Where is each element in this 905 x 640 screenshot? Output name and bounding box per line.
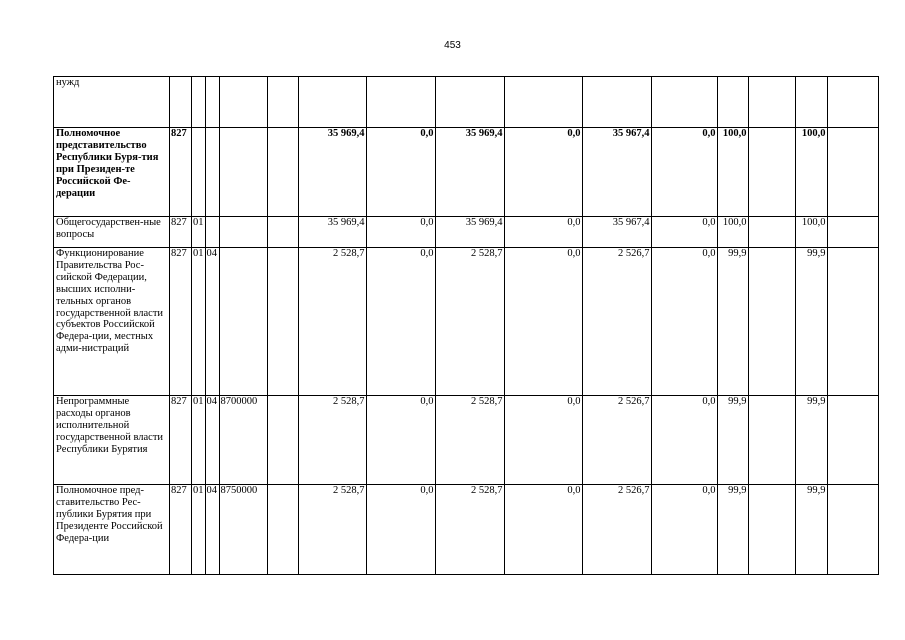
expense-type-code — [267, 248, 298, 396]
subsection-code: 04 — [205, 485, 219, 575]
expense-type-code — [267, 128, 298, 217]
approved-total: 2 528,7 — [298, 485, 366, 575]
planned-subventions: 0,0 — [504, 485, 582, 575]
target-article-code — [219, 77, 267, 128]
budget-table — [53, 76, 879, 575]
target-article-code — [219, 217, 267, 248]
approved-subventions: 0,0 — [366, 128, 435, 217]
executed-subventions: 0,0 — [651, 485, 717, 575]
section-code: 01 — [192, 485, 206, 575]
percent-plan: 99,9 — [795, 485, 827, 575]
percent-plan: 100,0 — [795, 128, 827, 217]
approved-total: 2 528,7 — [298, 396, 366, 485]
admin-code: 827 — [170, 128, 192, 217]
executed-total — [582, 77, 651, 128]
table-row — [54, 248, 879, 396]
percent-plan: 99,9 — [795, 396, 827, 485]
row-name: Полномочное представительство Республики Буря-тия при Президен-те Российской Фе-дерации — [54, 128, 170, 217]
approved-subventions — [366, 77, 435, 128]
executed-subventions: 0,0 — [651, 248, 717, 396]
section-code: 01 — [192, 217, 206, 248]
table-row — [54, 485, 879, 575]
section-code — [192, 77, 206, 128]
percent-total: 99,9 — [717, 485, 748, 575]
planned-total: 2 528,7 — [435, 396, 504, 485]
expense-type-code — [267, 217, 298, 248]
last-cell — [827, 396, 878, 485]
subsection-code: 04 — [205, 396, 219, 485]
approved-subventions: 0,0 — [366, 396, 435, 485]
planned-total: 2 528,7 — [435, 485, 504, 575]
approved-total: 2 528,7 — [298, 248, 366, 396]
planned-subventions: 0,0 — [504, 396, 582, 485]
target-article-code — [219, 128, 267, 217]
planned-total: 35 969,4 — [435, 128, 504, 217]
approved-subventions: 0,0 — [366, 248, 435, 396]
executed-total: 35 967,4 — [582, 217, 651, 248]
percent-total: 99,9 — [717, 248, 748, 396]
executed-subventions: 0,0 — [651, 396, 717, 485]
admin-code: 827 — [170, 248, 192, 396]
spacer-cell — [748, 77, 795, 128]
executed-total: 2 526,7 — [582, 485, 651, 575]
planned-total: 2 528,7 — [435, 248, 504, 396]
executed-total: 2 526,7 — [582, 396, 651, 485]
planned-subventions — [504, 77, 582, 128]
percent-total: 100,0 — [717, 217, 748, 248]
section-code: 01 — [192, 396, 206, 485]
row-name: нужд — [54, 77, 170, 128]
executed-total: 2 526,7 — [582, 248, 651, 396]
subsection-code — [205, 217, 219, 248]
row-name: Полномочное пред-ставительство Рес-публики Бурятия при Президенте Российской Федера-ции — [54, 485, 170, 575]
target-article-code: 8750000 — [219, 485, 267, 575]
last-cell — [827, 485, 878, 575]
row-name: Общегосударствен-ные вопросы — [54, 217, 170, 248]
target-article-code: 8700000 — [219, 396, 267, 485]
planned-subventions: 0,0 — [504, 128, 582, 217]
spacer-cell — [748, 248, 795, 396]
percent-total — [717, 77, 748, 128]
last-cell — [827, 77, 878, 128]
percent-plan: 100,0 — [795, 217, 827, 248]
approved-subventions: 0,0 — [366, 217, 435, 248]
percent-total: 100,0 — [717, 128, 748, 217]
table-row — [54, 217, 879, 248]
approved-total — [298, 77, 366, 128]
page-number: 453 — [444, 40, 461, 51]
row-name: Функционирование Правительства Рос-сийской Федерации, высших исполни-тельных органов государственной власти субъектов Российской Федера-ции, местных адми-нистраций — [54, 248, 170, 396]
admin-code: 827 — [170, 217, 192, 248]
approved-subventions: 0,0 — [366, 485, 435, 575]
subsection-code — [205, 77, 219, 128]
subsection-code — [205, 128, 219, 217]
table-row — [54, 128, 879, 217]
planned-subventions: 0,0 — [504, 248, 582, 396]
spacer-cell — [748, 128, 795, 217]
approved-total: 35 969,4 — [298, 128, 366, 217]
percent-plan: 99,9 — [795, 248, 827, 396]
expense-type-code — [267, 396, 298, 485]
table-row — [54, 77, 879, 128]
executed-subventions — [651, 77, 717, 128]
approved-total: 35 969,4 — [298, 217, 366, 248]
last-cell — [827, 128, 878, 217]
subsection-code: 04 — [205, 248, 219, 396]
executed-subventions: 0,0 — [651, 217, 717, 248]
expense-type-code — [267, 485, 298, 575]
spacer-cell — [748, 485, 795, 575]
last-cell — [827, 217, 878, 248]
spacer-cell — [748, 396, 795, 485]
table-row — [54, 396, 879, 485]
row-name: Непрограммные расходы органов исполнительной государственной власти Республики Бурятия — [54, 396, 170, 485]
last-cell — [827, 248, 878, 396]
target-article-code — [219, 248, 267, 396]
planned-subventions: 0,0 — [504, 217, 582, 248]
percent-total: 99,9 — [717, 396, 748, 485]
spacer-cell — [748, 217, 795, 248]
admin-code: 827 — [170, 396, 192, 485]
section-code — [192, 128, 206, 217]
planned-total: 35 969,4 — [435, 217, 504, 248]
admin-code: 827 — [170, 485, 192, 575]
executed-total: 35 967,4 — [582, 128, 651, 217]
admin-code — [170, 77, 192, 128]
percent-plan — [795, 77, 827, 128]
executed-subventions: 0,0 — [651, 128, 717, 217]
planned-total — [435, 77, 504, 128]
section-code: 01 — [192, 248, 206, 396]
expense-type-code — [267, 77, 298, 128]
